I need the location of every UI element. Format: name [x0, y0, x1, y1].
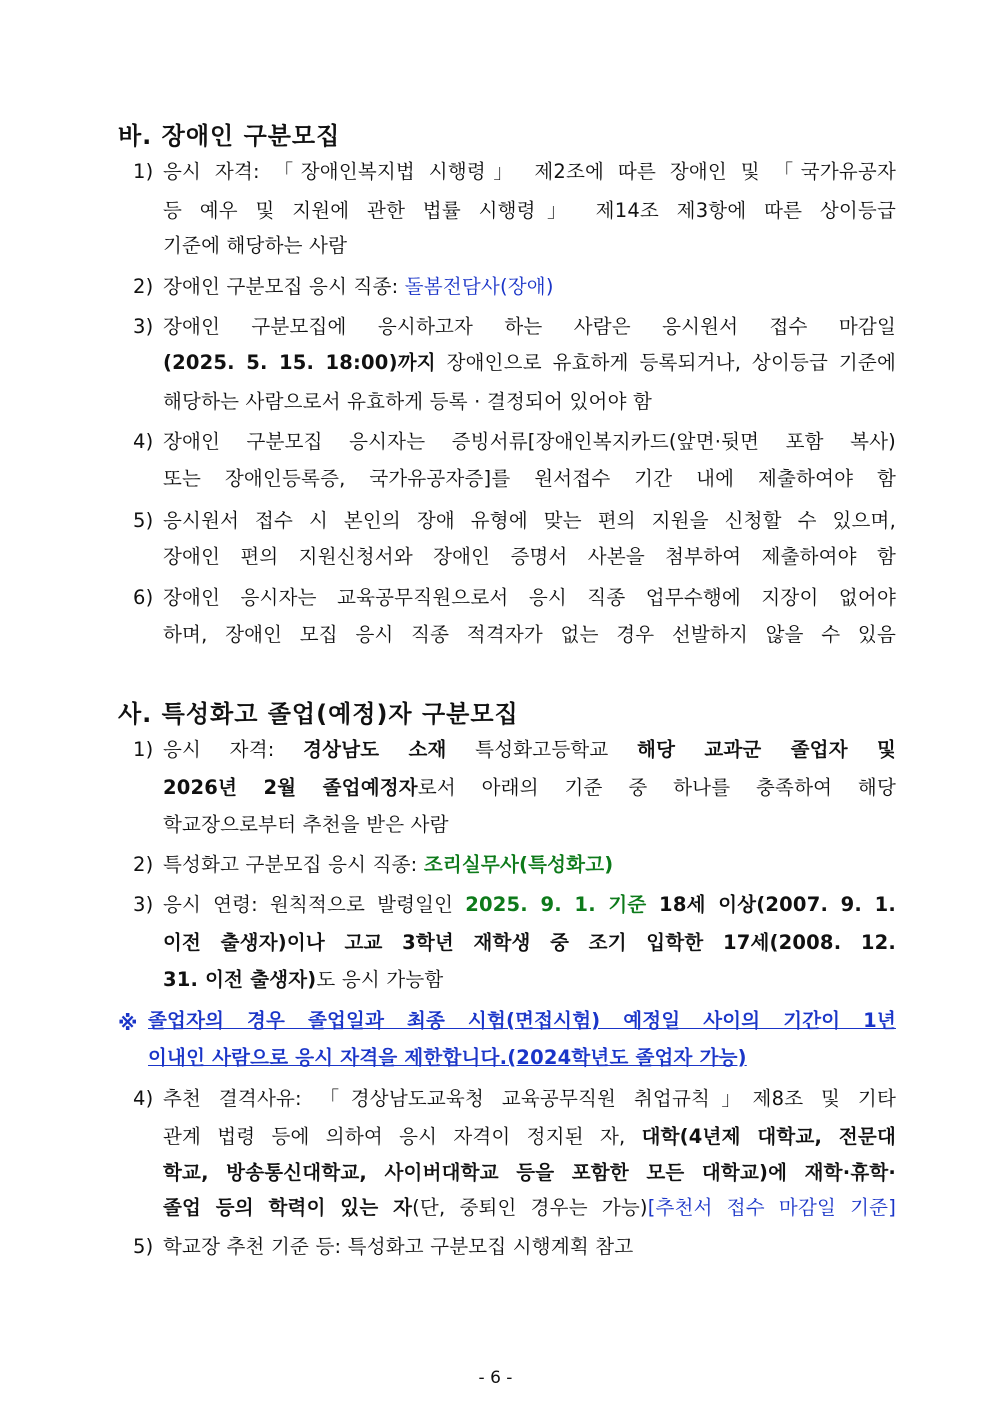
item-line	[163, 1198, 896, 1218]
text-segment: 학교, 방송통신대학교, 사이버대학교 등을 포함한 모든 대학교)에 재학·휴학·	[163, 1161, 896, 1184]
item-line	[163, 277, 554, 297]
item-line	[163, 162, 896, 182]
text-segment: 장애인 편의 지원신청서와 장애인 증명서 사본을 첨부하여 제출하여야 함	[163, 545, 896, 568]
section-sa-title: 사. 특성화고 졸업(예정)자 구분모집	[118, 700, 519, 728]
item-line	[163, 547, 896, 567]
text-segment: 경상남도 소재	[303, 738, 447, 761]
item-number: 5)	[133, 509, 154, 532]
text-segment: 졸업 등의 학력이 있는 자	[163, 1196, 413, 1219]
item-line	[163, 895, 896, 915]
item-line	[163, 236, 347, 256]
text-segment: 학교장 추천 기준 등: 특성화고 구분모집 시행계획 참고	[163, 1235, 634, 1258]
text-segment: 추천 결격사유: 「경상남도교육청 교육공무직원 취업규칙」제8조 및 기타	[163, 1087, 896, 1110]
text-segment: 장애인으로 유효하게 등록되거나, 상이등급 기준에	[435, 351, 896, 374]
item-line	[163, 855, 613, 875]
item-line	[163, 353, 896, 373]
section-ba-title: 바. 장애인 구분모집	[118, 122, 341, 150]
item-line	[163, 1163, 896, 1183]
item-number: 4)	[133, 1087, 154, 1110]
text-segment: 장애인 구분모집 응시자는 증빙서류[장애인복지카드(앞면·뒷면 포함 복사)	[163, 430, 896, 453]
text-segment: 학교장으로부터 추천을 받은 사람	[163, 813, 449, 836]
item-number: 1)	[133, 738, 154, 761]
item-line	[163, 625, 896, 645]
item-number: 2)	[133, 853, 154, 876]
item-line	[163, 933, 896, 953]
item-line	[163, 201, 896, 221]
text-segment: 또는 장애인등록증, 국가유공자증]를 원서접수 기간 내에 제출하여야 함	[163, 467, 896, 490]
text-segment: 특성화고 구분모집 응시 직종:	[163, 853, 424, 876]
item-line	[163, 1127, 896, 1147]
item-number: 4)	[133, 430, 154, 453]
item-line	[163, 1089, 896, 1109]
item-line	[163, 511, 896, 531]
text-segment: 로서 아래의 기준 중 하나를 충족하여 해당	[417, 776, 897, 799]
text-segment: 2025. 9. 1. 기준	[465, 893, 647, 916]
text-segment: (2025. 5. 15. 18:00)까지	[163, 351, 436, 374]
text-segment: 돌봄전담사(장애)	[404, 275, 554, 298]
item-line	[163, 740, 896, 760]
item-number: 3)	[133, 315, 154, 338]
text-segment: 기준에 해당하는 사람	[163, 234, 348, 257]
text-segment: 2026년 2월 졸업예정자	[163, 776, 418, 799]
text-segment: 응시원서 접수 시 본인의 장애 유형에 맞는 편의 지원을 신청할 수 있으며,	[163, 509, 896, 532]
text-segment: 장애인 구분모집 응시 직종:	[163, 275, 405, 298]
text-segment: 해당하는 사람으로서 유효하게 등록 · 결정되어 있어야 함	[163, 390, 653, 413]
text-segment: 응시 자격:	[163, 738, 304, 761]
item-number: 1)	[133, 160, 154, 183]
item-line	[163, 815, 449, 835]
item-number: 2)	[133, 275, 154, 298]
text-segment: (단, 중퇴인 경우는 가능)	[412, 1196, 648, 1219]
item-line	[163, 778, 896, 798]
item-line	[163, 432, 896, 452]
text-segment: 장애인 응시자는 교육공무직원으로서 응시 직종 업무수행에 지장이 없어야	[163, 586, 896, 609]
item-line	[163, 1237, 633, 1257]
text-segment: 특성화고등학교	[446, 738, 638, 761]
item-number: 6)	[133, 586, 154, 609]
text-segment: 도 응시 가능함	[316, 968, 444, 991]
text-segment: 해당 교과군 졸업자 및	[637, 738, 896, 761]
item-line	[163, 317, 896, 337]
item-number: 3)	[133, 893, 154, 916]
page-number: - 6 -	[478, 1368, 513, 1388]
item-line	[163, 469, 896, 489]
text-segment: 등 예우 및 지원에 관한 법률 시행령」 제14조 제3항에 따른 상이등급	[163, 199, 896, 222]
item-line	[163, 392, 652, 412]
text-segment: 18세 이상(2007. 9. 1.	[646, 893, 896, 916]
item-line	[163, 970, 443, 990]
text-segment: 대학(4년제 대학교, 전문대	[641, 1125, 896, 1148]
item-number: 5)	[133, 1235, 154, 1258]
text-segment: 응시 연령: 원칙적으로 발령일인	[163, 893, 466, 916]
text-segment: 응시 자격: 「장애인복지법 시행령」 제2조에 따른 장애인 및 「국가유공자	[163, 160, 896, 183]
text-segment: 관계 법령 등에 의하여 응시 자격이 정지된 자,	[163, 1125, 642, 1148]
text-segment: 하며, 장애인 모집 응시 직종 적격자가 없는 경우 선발하지 않을 수 있음	[163, 623, 896, 646]
note-line: 이내인 사람으로 응시 자격을 제한합니다.(2024학년도 졸업자 가능)	[148, 1046, 747, 1069]
note-line: 졸업자의 경우 졸업일과 최종 시험(면접시험) 예정일 사이의 기간이 1년	[148, 1009, 896, 1032]
note-mark: ※	[118, 1011, 138, 1035]
text-segment: 31. 이전 출생자)	[163, 968, 317, 991]
text-segment: 이전 출생자)이나 고교 3학년 재학생 중 조기 입학한 17세(2008. 12.	[163, 931, 896, 954]
item-line	[163, 588, 896, 608]
text-segment: 조리실무사(특성화고)	[423, 853, 614, 876]
text-segment: [추천서 접수 마감일 기준]	[647, 1196, 896, 1219]
text-segment: 장애인 구분모집에 응시하고자 하는 사람은 응시원서 접수 마감일	[163, 315, 896, 338]
